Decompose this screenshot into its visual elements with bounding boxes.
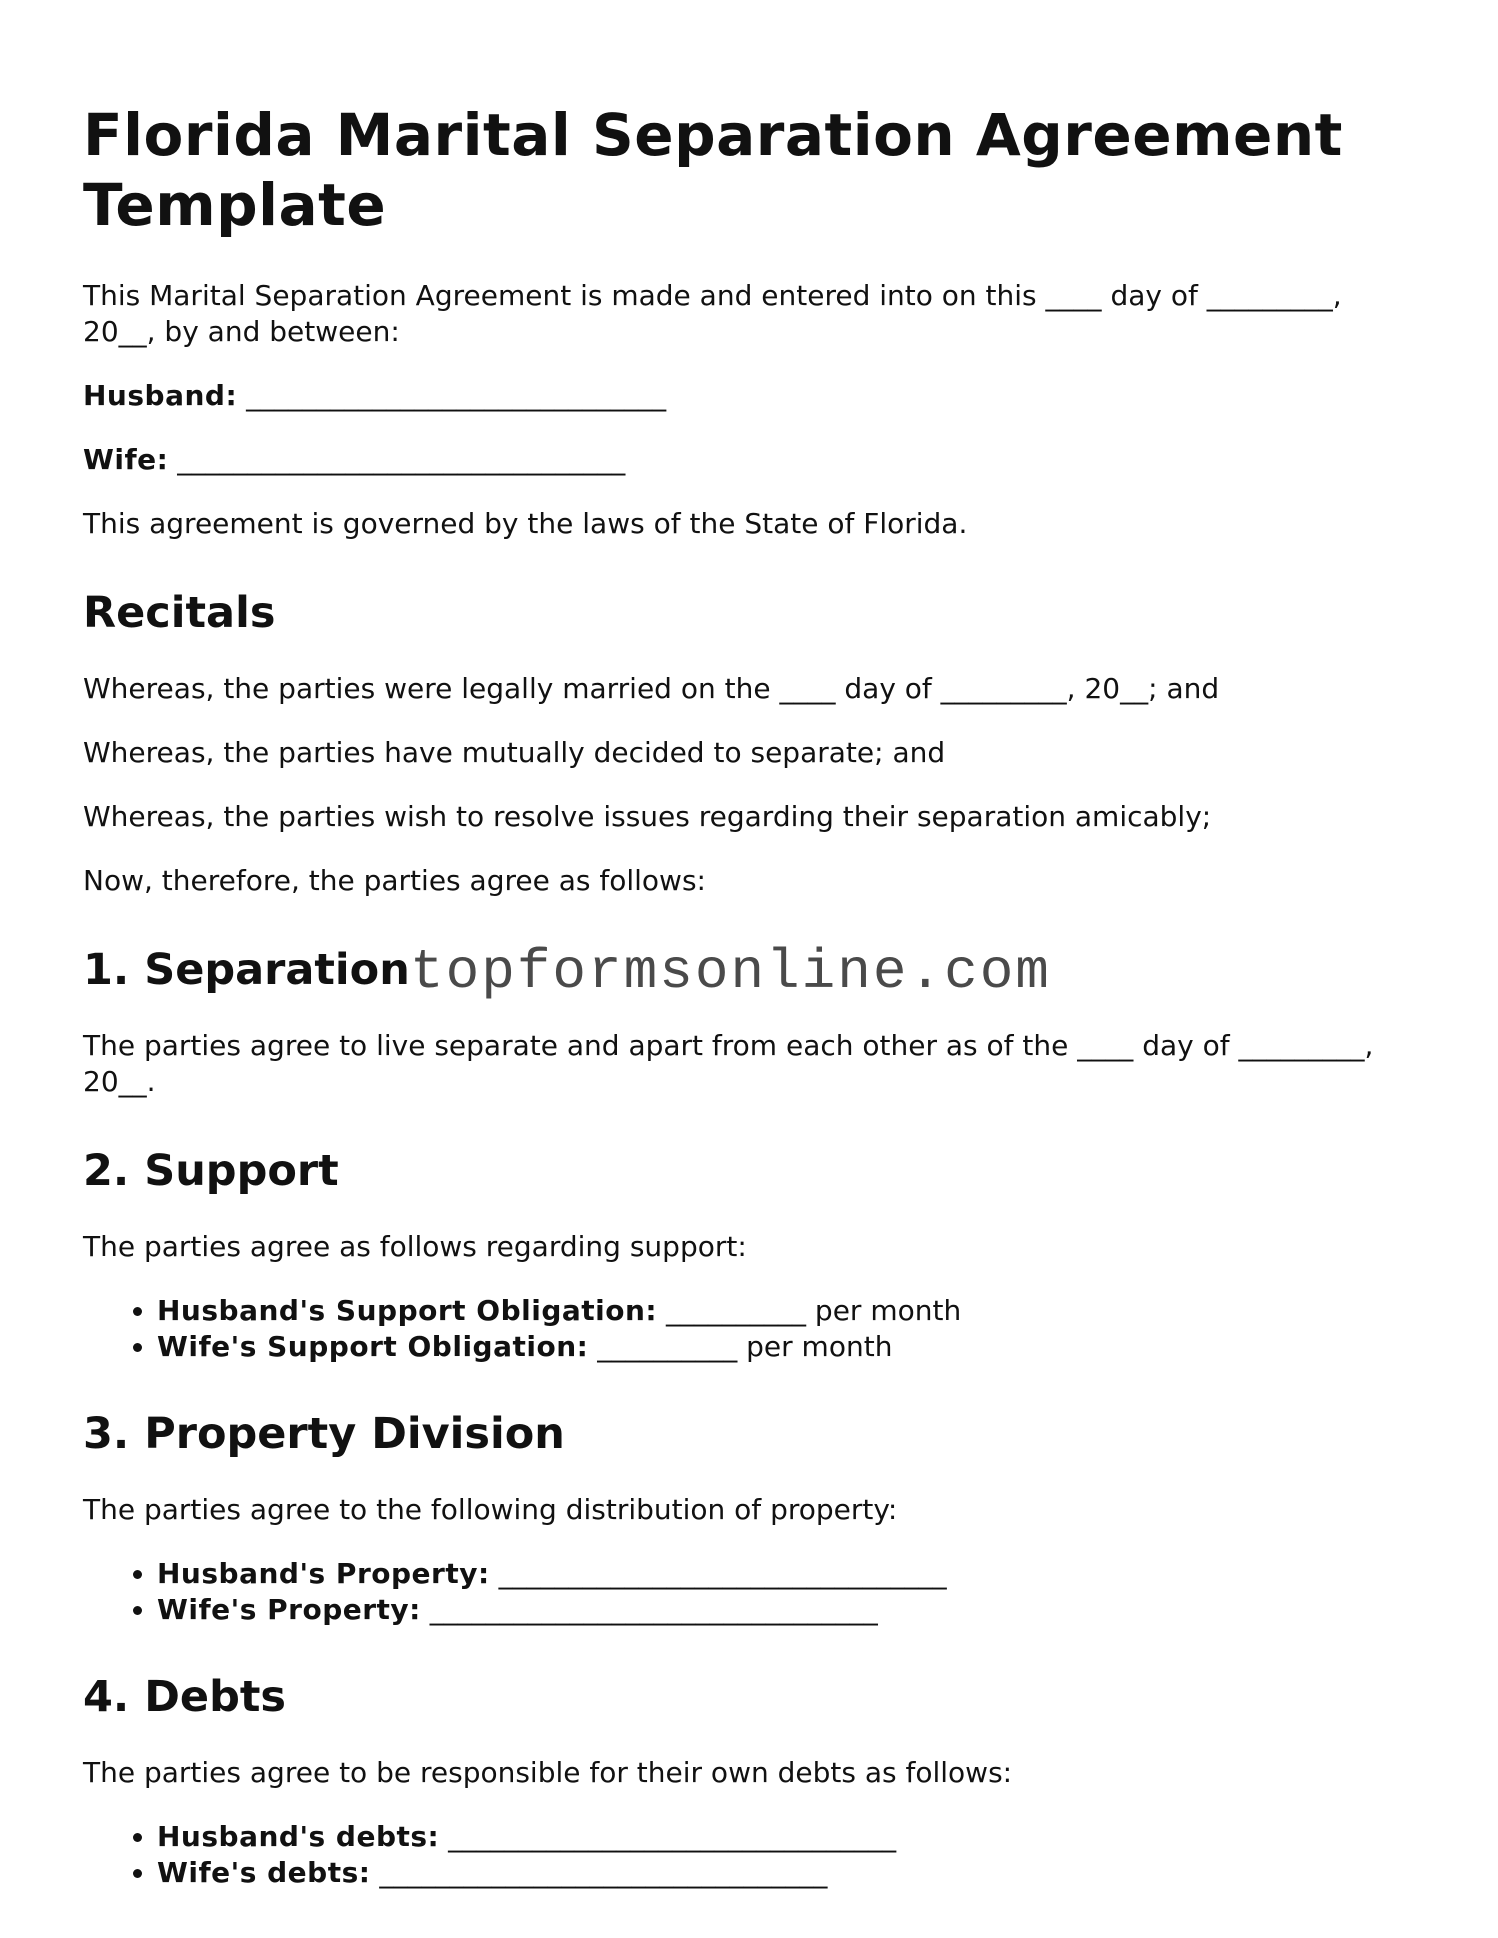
debts-item-value: ________________________________: [439, 1820, 897, 1853]
support-item-value: __________ per month: [657, 1294, 962, 1327]
support-heading: 2. Support: [83, 1146, 339, 1196]
separation-text: The parties agree to live separate and apart from each other as of the ____ day of _________, 20__.: [83, 1029, 1374, 1098]
list-item: [157, 1592, 1423, 1628]
husband-label: Husband:: [83, 379, 238, 412]
list-item: [157, 1293, 1423, 1329]
document-page: [83, 100, 1423, 1935]
support-item-label: Husband's Support Obligation:: [157, 1294, 658, 1327]
list-item: [157, 1855, 1423, 1891]
support-item-label: Wife's Support Obligation:: [157, 1330, 589, 1363]
property-text: The parties agree to the following distribution of property:: [83, 1493, 898, 1526]
recital-item: Whereas, the parties were legally married on the ____ day of _________, 20__; and: [83, 672, 1220, 705]
separation-heading: 1. Separation: [83, 945, 410, 995]
property-item-value: ________________________________: [420, 1593, 878, 1626]
property-list: [83, 1556, 1423, 1628]
wife-blank: ________________________________: [177, 443, 626, 476]
support-list: [83, 1293, 1423, 1365]
recital-item: Whereas, the parties have mutually decided to separate; and: [83, 736, 946, 769]
property-item-value: ________________________________: [489, 1557, 947, 1590]
watermark: topformsonline.com: [410, 940, 1051, 1004]
debts-list: [83, 1819, 1423, 1891]
debts-item-value: ________________________________: [370, 1856, 828, 1889]
support-item-value: __________ per month: [588, 1330, 893, 1363]
property-heading: 3. Property Division: [83, 1409, 565, 1459]
debts-item-label: Husband's debts:: [157, 1820, 440, 1853]
property-item-label: Wife's Property:: [157, 1593, 421, 1626]
wife-line: [83, 442, 1423, 478]
debts-item-label: Wife's debts:: [157, 1856, 371, 1889]
list-item: [157, 1819, 1423, 1855]
recital-item: Now, therefore, the parties agree as follows:: [83, 864, 706, 897]
recital-item: Whereas, the parties wish to resolve issues regarding their separation amicably;: [83, 800, 1212, 833]
support-text: The parties agree as follows regarding support:: [83, 1230, 747, 1263]
governing-law-paragraph: This agreement is governed by the laws of the State of Florida.: [83, 507, 968, 540]
document-title: Florida Marital Separation Agreement Template: [83, 101, 1343, 239]
property-item-label: Husband's Property:: [157, 1557, 490, 1590]
recitals-heading: Recitals: [83, 588, 276, 638]
debts-heading: 4. Debts: [83, 1672, 287, 1722]
husband-line: [83, 378, 1423, 414]
list-item: [157, 1329, 1423, 1365]
list-item: [157, 1556, 1423, 1592]
wife-label: Wife:: [83, 443, 169, 476]
husband-blank: ______________________________: [246, 379, 667, 412]
debts-text: The parties agree to be responsible for their own debts as follows:: [83, 1756, 1013, 1789]
intro-paragraph: This Marital Separation Agreement is made and entered into on this ____ day of _________, 20__, by and between:: [83, 279, 1342, 348]
